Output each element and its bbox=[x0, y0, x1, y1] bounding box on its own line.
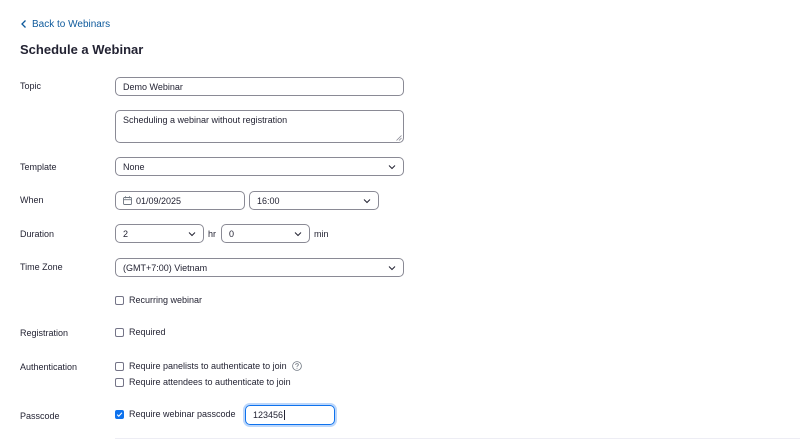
topic-label: Topic bbox=[20, 81, 42, 91]
chevron-down-icon bbox=[294, 231, 302, 237]
time-zone-select[interactable] bbox=[115, 258, 404, 277]
duration-minutes-select[interactable] bbox=[221, 224, 310, 243]
minutes-unit-label: min bbox=[314, 229, 329, 239]
registration-required-option[interactable] bbox=[115, 325, 166, 339]
chevron-down-icon bbox=[388, 164, 396, 170]
resize-handle-icon[interactable] bbox=[396, 135, 402, 141]
date-input[interactable] bbox=[115, 191, 245, 210]
duration-hours-select[interactable] bbox=[115, 224, 204, 243]
back-to-webinars-link[interactable] bbox=[20, 16, 110, 32]
section-divider bbox=[115, 438, 800, 439]
time-select-value: 16:00 bbox=[257, 195, 280, 206]
back-link-label: Back to Webinars bbox=[32, 18, 111, 30]
chevron-left-icon bbox=[20, 19, 28, 29]
chevron-down-icon bbox=[188, 231, 196, 237]
text-cursor bbox=[284, 410, 285, 420]
panelists-auth-option[interactable] bbox=[115, 359, 302, 373]
recurring-webinar-checkbox[interactable] bbox=[115, 296, 124, 305]
description-textarea-value: Scheduling a webinar without registration bbox=[123, 115, 288, 125]
require-passcode-label: Require webinar passcode bbox=[129, 409, 236, 419]
time-select[interactable] bbox=[249, 191, 379, 210]
require-passcode-checkbox[interactable] bbox=[115, 410, 124, 419]
registration-label: Registration bbox=[20, 328, 69, 338]
template-select[interactable] bbox=[115, 157, 404, 176]
hours-unit-label: hr bbox=[208, 229, 217, 239]
topic-input-value: Demo Webinar bbox=[123, 81, 183, 92]
time-zone-select-value: (GMT+7:00) Vietnam bbox=[123, 262, 208, 273]
duration-minutes-value: 0 bbox=[229, 228, 235, 239]
when-label: When bbox=[20, 195, 44, 205]
require-passcode-option[interactable] bbox=[115, 407, 236, 421]
recurring-webinar-label: Recurring webinar bbox=[129, 295, 203, 305]
recurring-webinar-option[interactable] bbox=[115, 293, 202, 307]
checkmark-icon bbox=[116, 411, 123, 418]
passcode-input-value: 123456 bbox=[253, 410, 284, 420]
chevron-down-icon bbox=[388, 265, 396, 271]
description-textarea[interactable] bbox=[115, 110, 404, 143]
registration-required-checkbox[interactable] bbox=[115, 328, 124, 337]
date-input-value: 01/09/2025 bbox=[136, 195, 182, 206]
page-title: Schedule a Webinar bbox=[20, 42, 144, 57]
time-zone-label: Time Zone bbox=[20, 262, 63, 272]
template-select-value: None bbox=[123, 161, 145, 172]
passcode-input[interactable] bbox=[245, 405, 335, 425]
attendees-auth-checkbox[interactable] bbox=[115, 378, 124, 387]
duration-hours-value: 2 bbox=[123, 228, 129, 239]
panelists-auth-checkbox[interactable] bbox=[115, 362, 124, 371]
authentication-label: Authentication bbox=[20, 362, 78, 372]
topic-input[interactable] bbox=[115, 77, 404, 96]
passcode-label: Passcode bbox=[20, 411, 60, 421]
registration-required-label: Required bbox=[129, 327, 166, 337]
attendees-auth-option[interactable] bbox=[115, 375, 291, 389]
panelists-auth-label: Require panelists to authenticate to join bbox=[129, 361, 287, 371]
attendees-auth-label: Require attendees to authenticate to join bbox=[129, 377, 291, 387]
chevron-down-icon bbox=[363, 198, 371, 204]
question-circle-icon[interactable] bbox=[292, 361, 302, 371]
template-label: Template bbox=[20, 162, 57, 172]
duration-label: Duration bbox=[20, 229, 55, 239]
calendar-icon bbox=[123, 196, 132, 205]
